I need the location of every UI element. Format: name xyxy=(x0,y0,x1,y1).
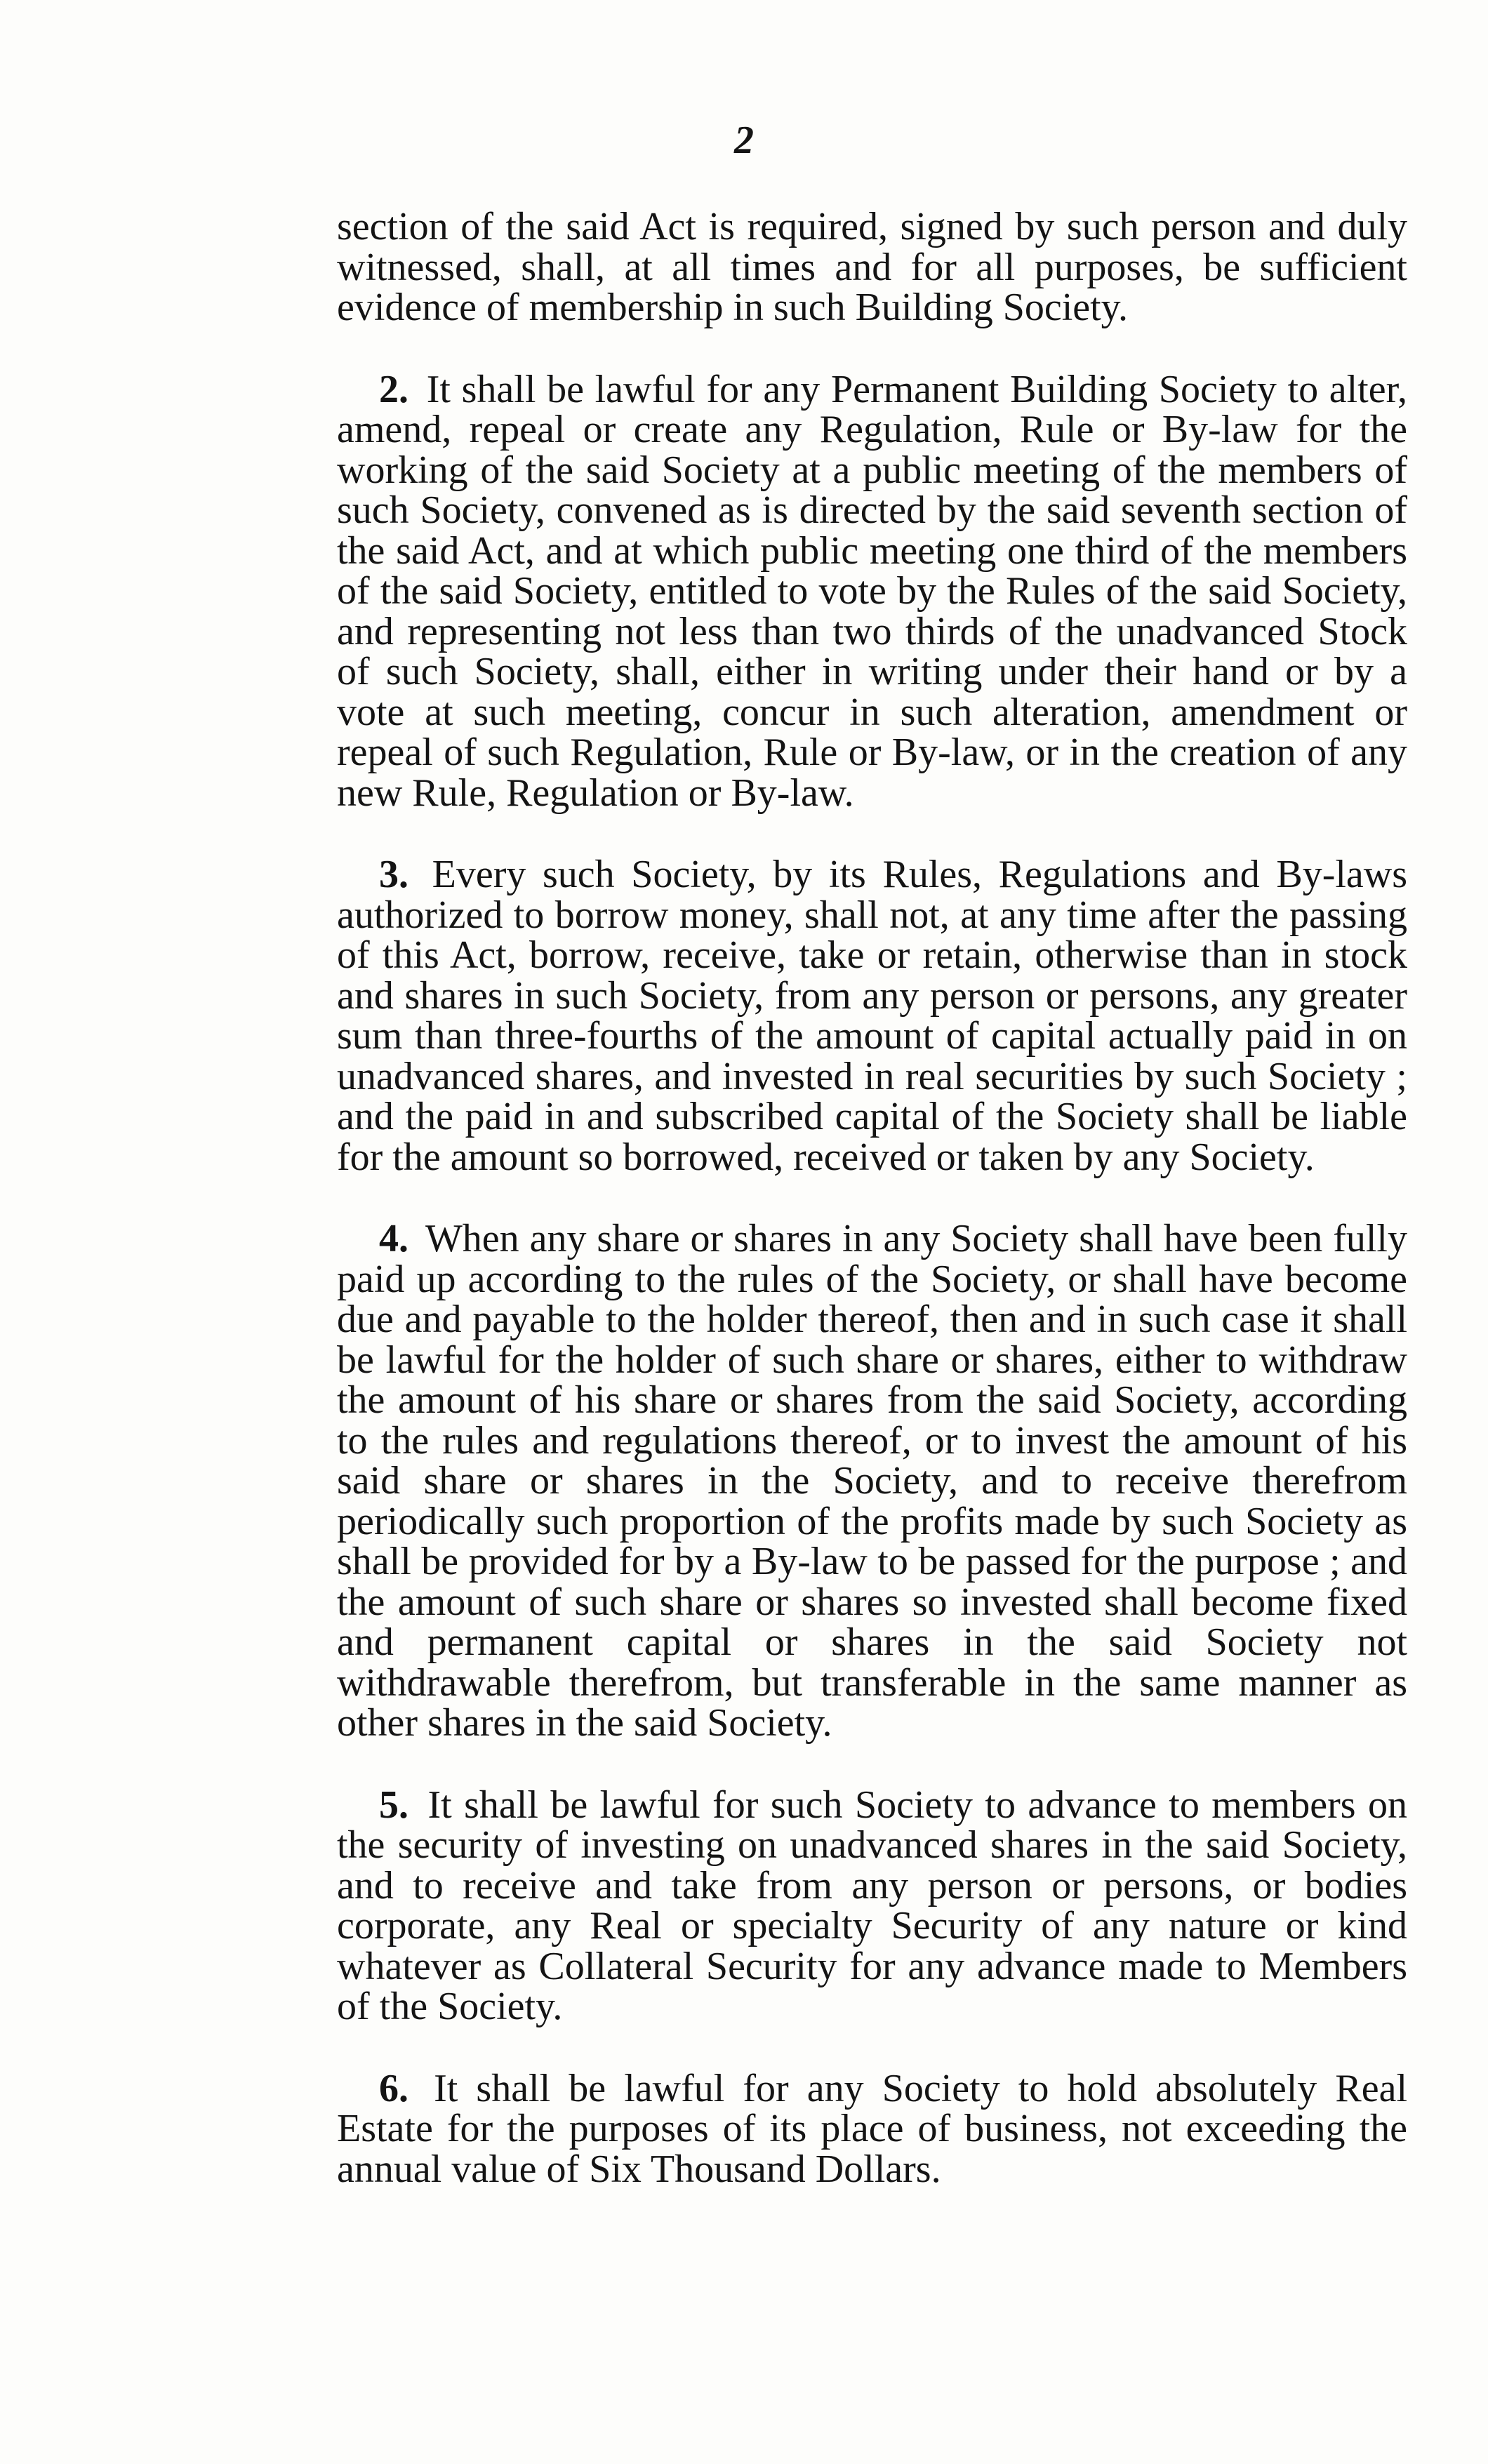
section-number: 5. xyxy=(379,1783,408,1827)
paragraph-continuation xyxy=(337,207,1407,328)
paragraph-text: Every such Society, by its Rules, Regulations and By-laws authorized to borrow money, shall not, at any time after the passing of this Act, borrow, receive, take or retain, otherwise than in stock and shares in such Society, from any person or persons, any greater sum than three-fourths of the amount of capital actually paid in on unadvanced shares, and invested in real securities by such Society ; and the paid in and subscribed capital of the Society shall be liable for the amount so borrowed, received or taken by any Society. xyxy=(337,853,1408,1179)
section-number: 4. xyxy=(379,1217,408,1260)
section-6 xyxy=(337,2066,1408,2191)
paragraph-text: section of the said Act is required, signed by such person and duly witnessed, shall, at all times and for all purposes, be sufficient evidence of membership in such Building Society. xyxy=(337,205,1407,329)
section-5 xyxy=(337,1785,1407,2027)
section-3 xyxy=(337,855,1407,1178)
section-number: 2. xyxy=(379,367,408,411)
body-text xyxy=(337,207,1407,2231)
section-number: 3. xyxy=(379,853,408,896)
paragraph-text: It shall be lawful for any Permanent Building Society to alter, amend, repeal or create any Regulation, Rule or By-law for the working of the said Society at a public meeting of the members of such Society, convened as is directed by the said seventh section of the said Act, and at which public meeting one third of the members of the said Society, entitled to vote by the Rules of the said Society, and representing not less than two thirds of the unadvanced Stock of such Society, shall, either in writing under their hand or by a vote at such meeting, concur in such alteration, amendment or repeal of such Regulation, Rule or By-law, or in the creation of any new Rule, Regulation or By-law. xyxy=(337,367,1408,815)
page-number: 2 xyxy=(734,119,754,162)
paragraph-text: It shall be lawful for any Society to hold absolutely Real Estate for the purposes of its place of business, not exceeding the annual value of Six Thousand Dollars. xyxy=(337,2066,1408,2191)
paragraph-text: When any share or shares in any Society shall have been fully paid up according to the rules of the Society, or shall have become due and payable to the holder thereof, then and in such case it shall be lawful for the holder of such share or shares, either to withdraw the amount of his share or shares from the said Society, according to the rules and regulations thereof, or to invest the amount of his said share or shares in the Society, and to receive therefrom periodically such proportion of the profits made by such Society as shall be provided for by a By-law to be passed for the purpose ; and the amount of such share or shares so invested shall become fixed and permanent capital or shares in the said Society not withdrawable therefrom, but transferable in the same manner as other shares in the said Society. xyxy=(337,1217,1407,1745)
section-number: 6. xyxy=(379,2066,408,2110)
section-2 xyxy=(337,367,1408,815)
section-4 xyxy=(337,1219,1407,1744)
paragraph-text: It shall be lawful for such Society to advance to members on the security of investing on unadvanced shares in the said Society, and to receive and take from any person or persons, or bodies corporate, any Real or specialty Security of any nature or kind whatever as Collateral Security for any advance made to Members of the Society. xyxy=(337,1783,1407,2028)
